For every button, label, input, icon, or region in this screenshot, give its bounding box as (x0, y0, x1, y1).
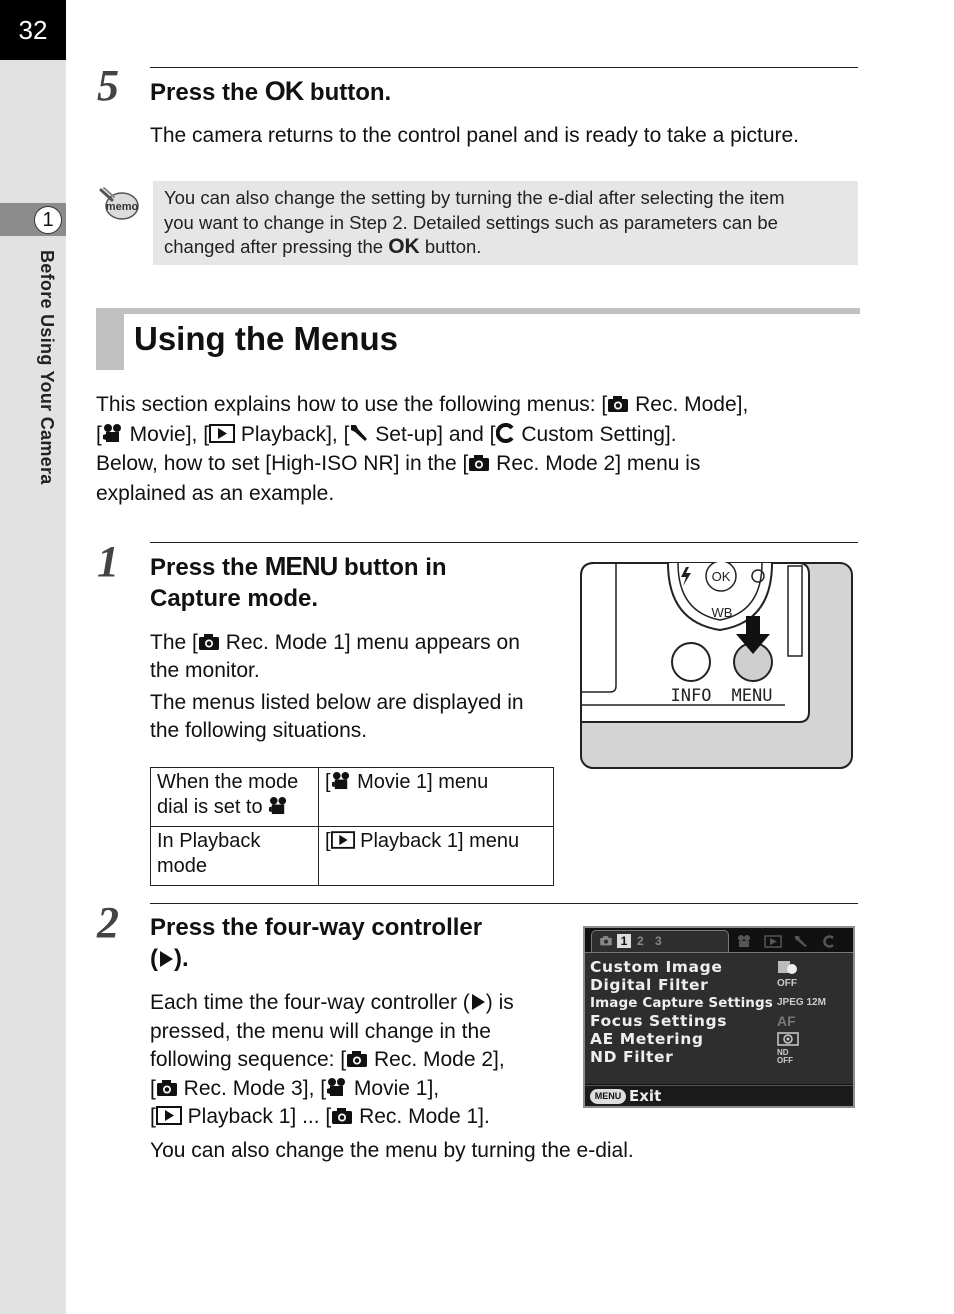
step-5-title: Press the OK button. (150, 76, 392, 106)
menu-button-label: MENU (731, 686, 773, 706)
table-cell: In Playback mode (151, 827, 319, 886)
movie-icon (326, 1077, 348, 1097)
menu-situation-table (150, 767, 554, 886)
menu-key-glyph: MENU (264, 551, 338, 581)
lcd-tab-1: 1 (617, 934, 631, 948)
table-cell: [ Playback 1] menu (319, 827, 554, 886)
camera-icon (599, 935, 613, 946)
step-2-number: 2 (97, 898, 119, 947)
lcd-exit-label: Exit (629, 1087, 662, 1105)
camera-back-illustration (580, 562, 853, 769)
custom-image-icon (777, 960, 799, 974)
memo-line-1: You can also change the setting by turning the e-dial after selecting the item (164, 187, 785, 208)
table-cell: When the mode dial is set to (151, 768, 319, 827)
ok-button-label: OK (711, 569, 731, 584)
step-1-paragraph-1: The [ Rec. Mode 1] menu appears on the monitor. (150, 631, 520, 682)
lcd-value-digital-filter: OFF (777, 978, 797, 989)
camera-icon (468, 453, 490, 472)
playback-icon (331, 831, 355, 849)
chapter-number: 1 (34, 206, 62, 234)
step-5-text: The camera returns to the control panel and is ready to take a picture. (150, 124, 800, 147)
custom-setting-icon (496, 423, 516, 443)
lcd-tab-bar (585, 928, 853, 952)
playback-icon (209, 424, 235, 443)
movie-icon (268, 796, 289, 815)
lcd-tab-3: 3 (655, 934, 662, 948)
lcd-value-image-capture: JPEG 12M (777, 997, 826, 1008)
lcd-menu-item[interactable]: Focus Settings (590, 1012, 728, 1030)
step-5-number: 5 (97, 61, 119, 110)
step-1-paragraph-2: The menus listed below are displayed in the following situations. (150, 691, 524, 742)
lcd-value-focus: AF (777, 1013, 796, 1029)
camera-icon (346, 1049, 368, 1068)
section-bar (96, 308, 860, 314)
lcd-menu-item[interactable]: AE Metering (590, 1030, 704, 1048)
step-1-title: Press the MENU button in Capture mode. (150, 551, 447, 612)
info-button-label: INFO (670, 686, 712, 706)
step-1-rule (150, 542, 858, 543)
camera-icon (331, 1106, 353, 1125)
playback-icon (156, 1106, 182, 1125)
camera-icon (607, 394, 629, 413)
lcd-footer (585, 1085, 853, 1108)
ok-key-glyph: OK (264, 76, 304, 106)
lcd-menu-screen (583, 926, 855, 1108)
wb-button-label: WB (711, 605, 733, 620)
lcd-menu-body (585, 952, 853, 1084)
right-arrow-icon (158, 950, 174, 968)
step-2-title: Press the four-way controller ( ). (150, 914, 483, 972)
lcd-menu-item[interactable]: Digital Filter (590, 976, 709, 994)
table-cell: [ Movie 1] menu (319, 768, 554, 827)
lcd-tab-2: 2 (637, 934, 644, 948)
section-title: Using the Menus (134, 320, 399, 357)
table-row (151, 768, 554, 827)
lcd-other-tabs-icons (735, 934, 845, 948)
lcd-menu-button[interactable]: MENU (590, 1089, 626, 1104)
step-2-paragraph: Each time the four-way controller ( ) is pressed, the menu will change in the following sequence: [ Rec. Mode 2], [ Rec. Mode 3], [ Movie 1], [ Playback 1] ... [ Rec. Mode 1]. (150, 991, 514, 1128)
memo-line-3: changed after pressing the OK button. (164, 235, 482, 258)
lcd-value-nd-filter: ND OFF (777, 1048, 793, 1065)
step-1-number: 1 (97, 537, 119, 586)
memo-icon-label: memo (105, 201, 139, 213)
camera-icon (156, 1078, 178, 1097)
metering-icon (777, 1032, 799, 1046)
step-2-rule (150, 903, 858, 904)
camera-icon (198, 632, 220, 651)
page-number: 32 (0, 0, 66, 60)
chapter-title: Before Using Your Camera (37, 250, 57, 485)
right-arrow-icon (470, 993, 486, 1011)
lcd-menu-item[interactable]: Image Capture Settings (590, 995, 773, 1011)
step-2-note: You can also change the menu by turning the e-dial. (150, 1139, 634, 1162)
step-5-rule (150, 67, 858, 68)
section-intro: This section explains how to use the following menus: [ Rec. Mode], [ Movie], [ Playback], [ Set-up] and [ Custom Setting]. Below, how to set [High-ISO NR] in the [ Rec. Mode 2] menu is explained as an example. (96, 393, 749, 505)
memo-icon (98, 186, 140, 222)
lcd-menu-item[interactable]: ND Filter (590, 1048, 674, 1066)
section-bar-accent (96, 308, 124, 370)
movie-icon (331, 771, 352, 790)
memo-line-2: you want to change in Step 2. Detailed settings such as parameters can be (164, 211, 778, 233)
lcd-menu-item[interactable]: Custom Image (590, 958, 723, 976)
table-row (151, 827, 554, 886)
side-strip (0, 0, 66, 1314)
memo-box (153, 181, 858, 265)
ok-key-glyph: OK (388, 235, 420, 258)
movie-icon (102, 423, 124, 443)
wrench-icon (349, 423, 369, 443)
